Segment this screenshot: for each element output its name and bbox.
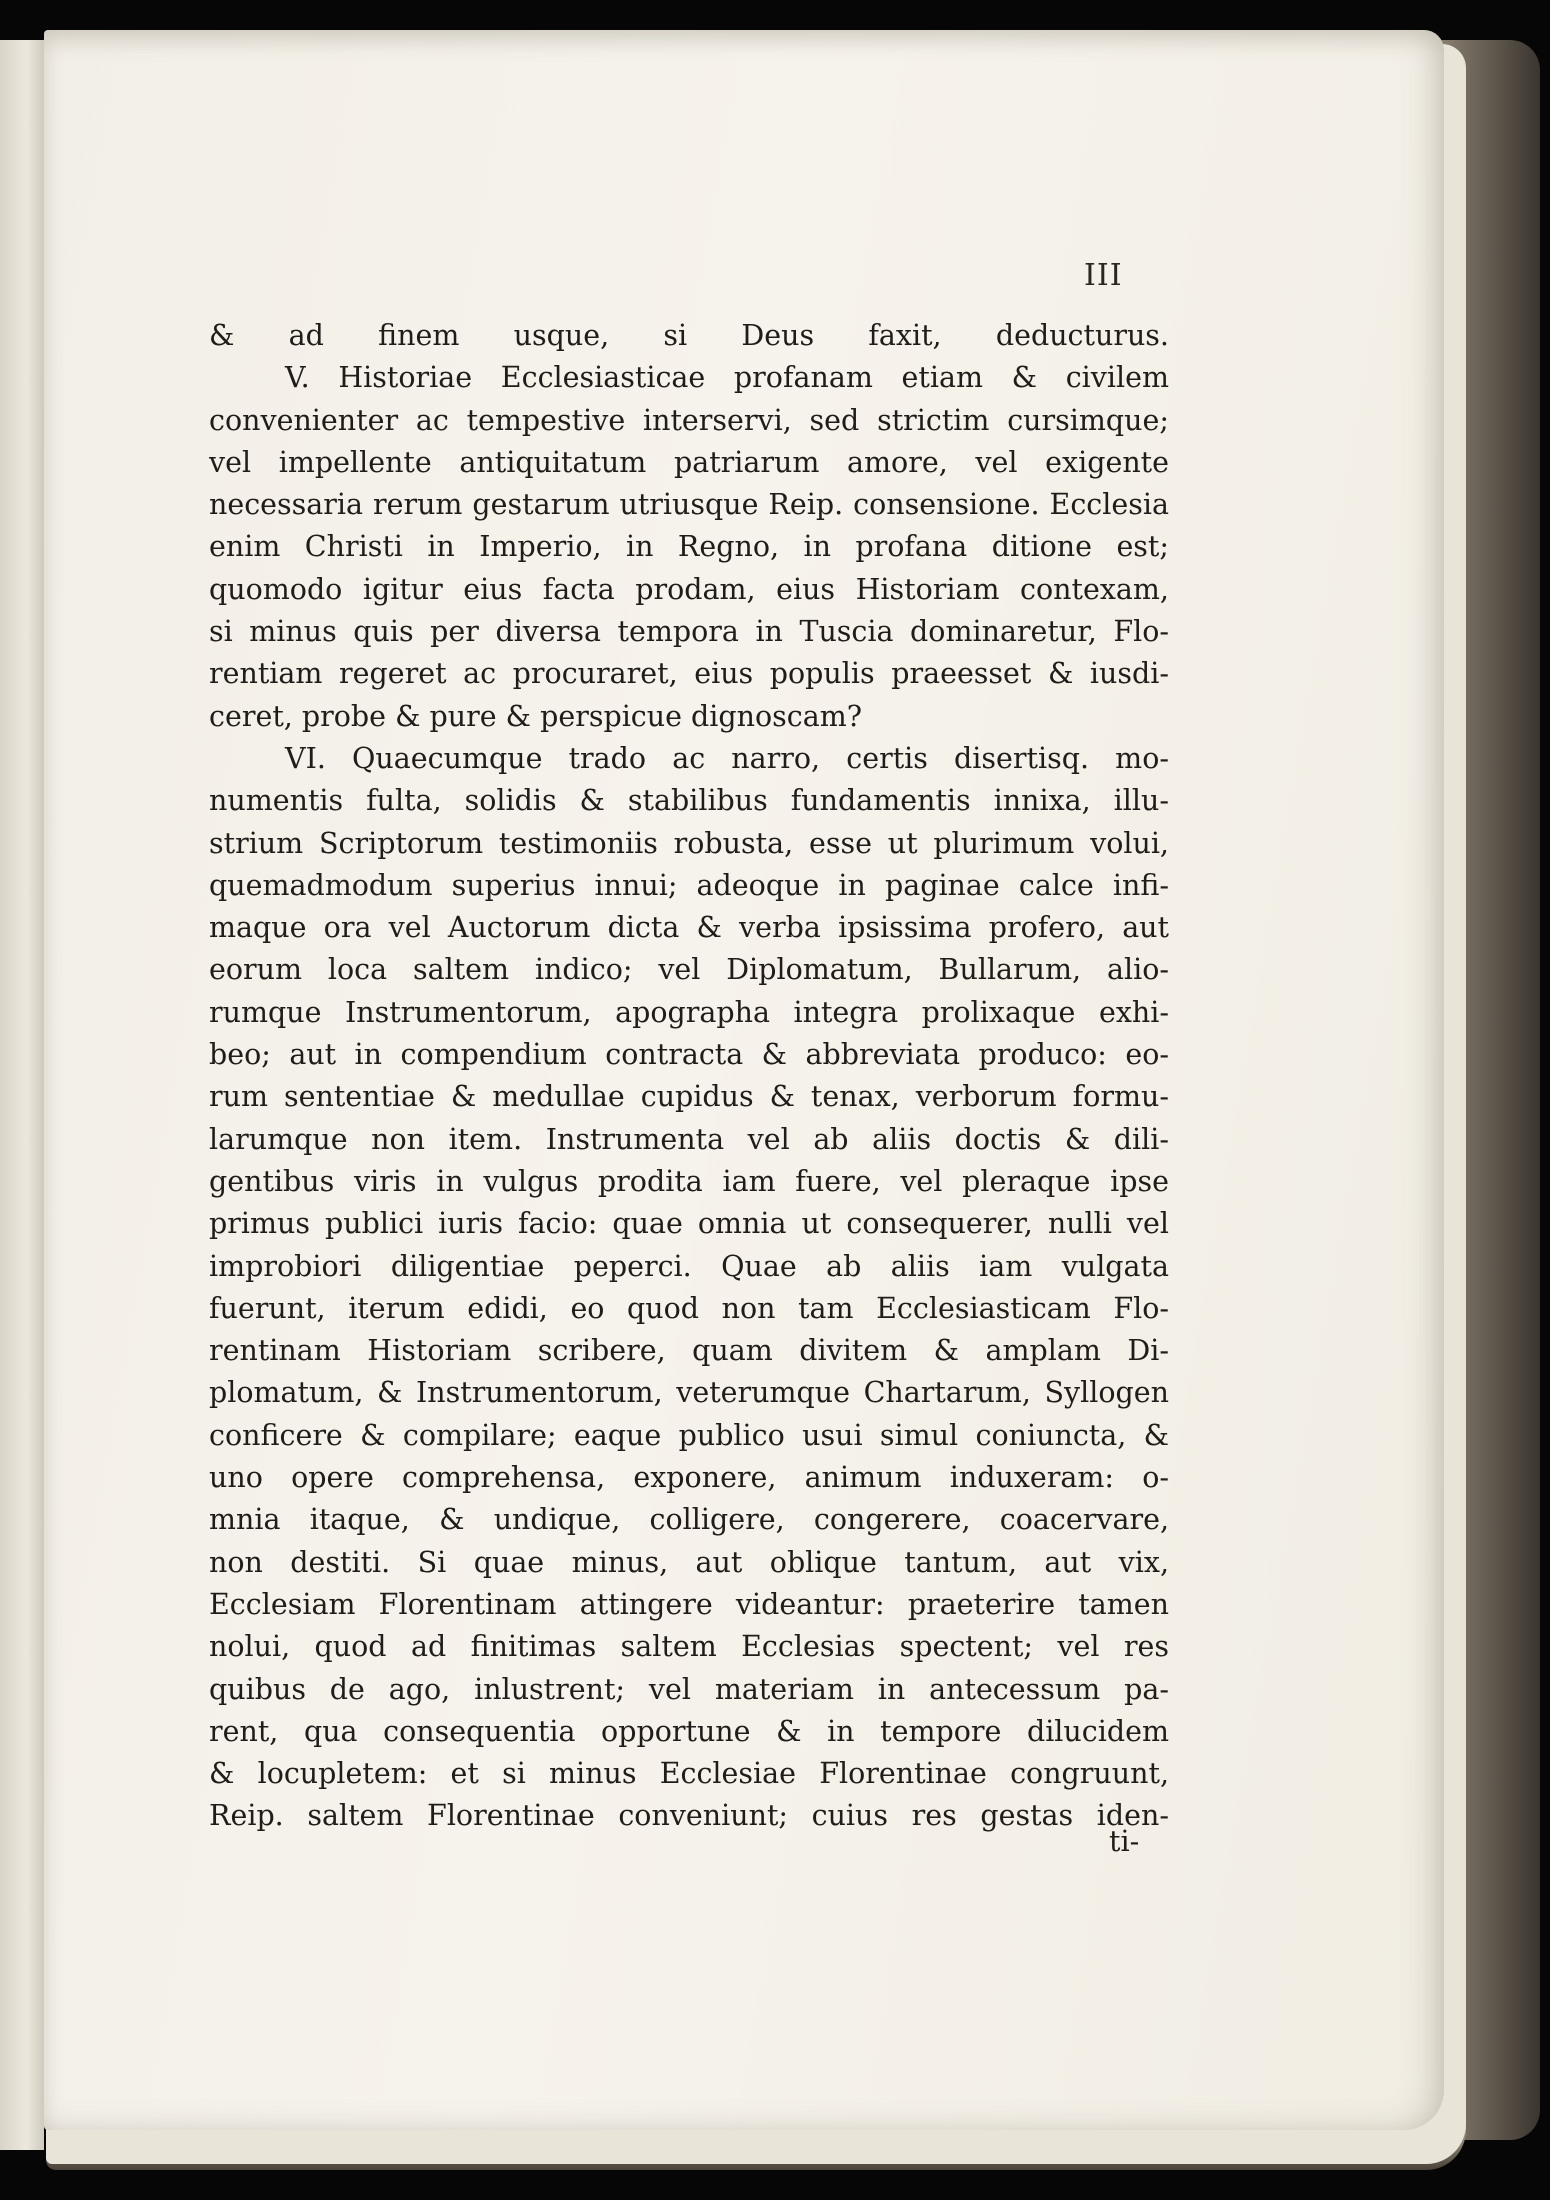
- text-line: quemadmodum superius innui; adeoque in paginae calce infi-: [209, 868, 1169, 902]
- text-line: si minus quis per diversa tempora in Tuscia dominaretur, Flo-: [209, 615, 1169, 649]
- text-line: maque ora vel Auctorum dicta & verba ipsissima profero, aut: [209, 911, 1169, 945]
- paragraph-start-line: VI. Quaecumque trado ac narro, certis disertisq. mo-: [285, 741, 1169, 775]
- text-line: vel impellente antiquitatum patriarum amore, vel exigente: [209, 445, 1169, 479]
- catchword: ti-: [1109, 1825, 1140, 1858]
- text-line: enim Christi in Imperio, in Regno, in profana ditione est;: [209, 530, 1169, 564]
- text-line: mnia itaque, & undique, colligere, congerere, coacervare,: [209, 1503, 1169, 1537]
- body-text: [209, 315, 1169, 1838]
- text-line: nolui, quod ad finitimas saltem Ecclesias spectent; vel res: [209, 1630, 1169, 1664]
- text-line: quibus de ago, inlustrent; vel materiam in antecessum pa-: [209, 1672, 1169, 1706]
- page-number: III: [1084, 258, 1123, 293]
- text-line: gentibus viris in vulgus prodita iam fuere, vel pleraque ipse: [209, 1164, 1169, 1198]
- text-line: primus publici iuris facio: quae omnia ut consequerer, nulli vel: [209, 1207, 1169, 1241]
- left-page-edge: [0, 40, 44, 2150]
- text-line: convenienter ac tempestive interservi, sed strictim cursimque;: [209, 403, 1169, 437]
- text-line: necessaria rerum gestarum utriusque Reip. consensione. Ecclesia: [209, 488, 1169, 522]
- text-line: Reip. saltem Florentinae conveniunt; cuius res gestas iden-: [209, 1799, 1169, 1833]
- text-line: eorum loca saltem indico; vel Diplomatum, Bullarum, alio-: [209, 953, 1169, 987]
- paragraph-start-line: V. Historiae Ecclesiasticae profanam etiam & civilem: [285, 361, 1169, 395]
- text-line: numentis fulta, solidis & stabilibus fundamentis innixa, illu-: [209, 784, 1169, 818]
- text-line: & locupletem: et si minus Ecclesiae Florentinae congruunt,: [209, 1757, 1169, 1791]
- text-line: conficere & compilare; eaque publico usui simul coniuncta, &: [209, 1418, 1169, 1452]
- text-line: rumque Instrumentorum, apographa integra prolixaque exhi-: [209, 995, 1169, 1029]
- text-line: quomodo igitur eius facta prodam, eius Historiam contexam,: [209, 572, 1169, 606]
- text-line: uno opere comprehensa, exponere, animum induxeram: o-: [209, 1461, 1169, 1495]
- book-page: [44, 30, 1444, 2130]
- text-line: & ad finem usque, si Deus faxit, deducturus.: [209, 319, 1169, 352]
- text-line: rent, qua consequentia opportune & in tempore dilucidem: [209, 1714, 1169, 1748]
- text-line: fuerunt, iterum edidi, eo quod non tam Ecclesiasticam Flo-: [209, 1291, 1169, 1325]
- text-line: non destiti. Si quae minus, aut oblique tantum, aut vix,: [209, 1545, 1169, 1579]
- text-line: Ecclesiam Florentinam attingere videantur: praeterire tamen: [209, 1587, 1169, 1621]
- text-line: larumque non item. Instrumenta vel ab aliis doctis & dili-: [209, 1122, 1169, 1156]
- text-line: rentinam Historiam scribere, quam divitem & amplam Di-: [209, 1334, 1169, 1368]
- text-line: improbiori diligentiae peperci. Quae ab aliis iam vulgata: [209, 1249, 1169, 1283]
- text-line: rum sententiae & medullae cupidus & tenax, verborum formu-: [209, 1080, 1169, 1114]
- text-line: strium Scriptorum testimoniis robusta, esse ut plurimum volui,: [209, 826, 1169, 860]
- text-line: rentiam regeret ac procuraret, eius populis praeesset & iusdi-: [209, 657, 1169, 691]
- paragraph-end-line: ceret, probe & pure & perspicue dignoscam?: [209, 699, 863, 733]
- text-line: plomatum, & Instrumentorum, veterumque Chartarum, Syllogen: [209, 1376, 1169, 1410]
- text-line: beo; aut in compendium contracta & abbreviata produco: eo-: [209, 1038, 1169, 1072]
